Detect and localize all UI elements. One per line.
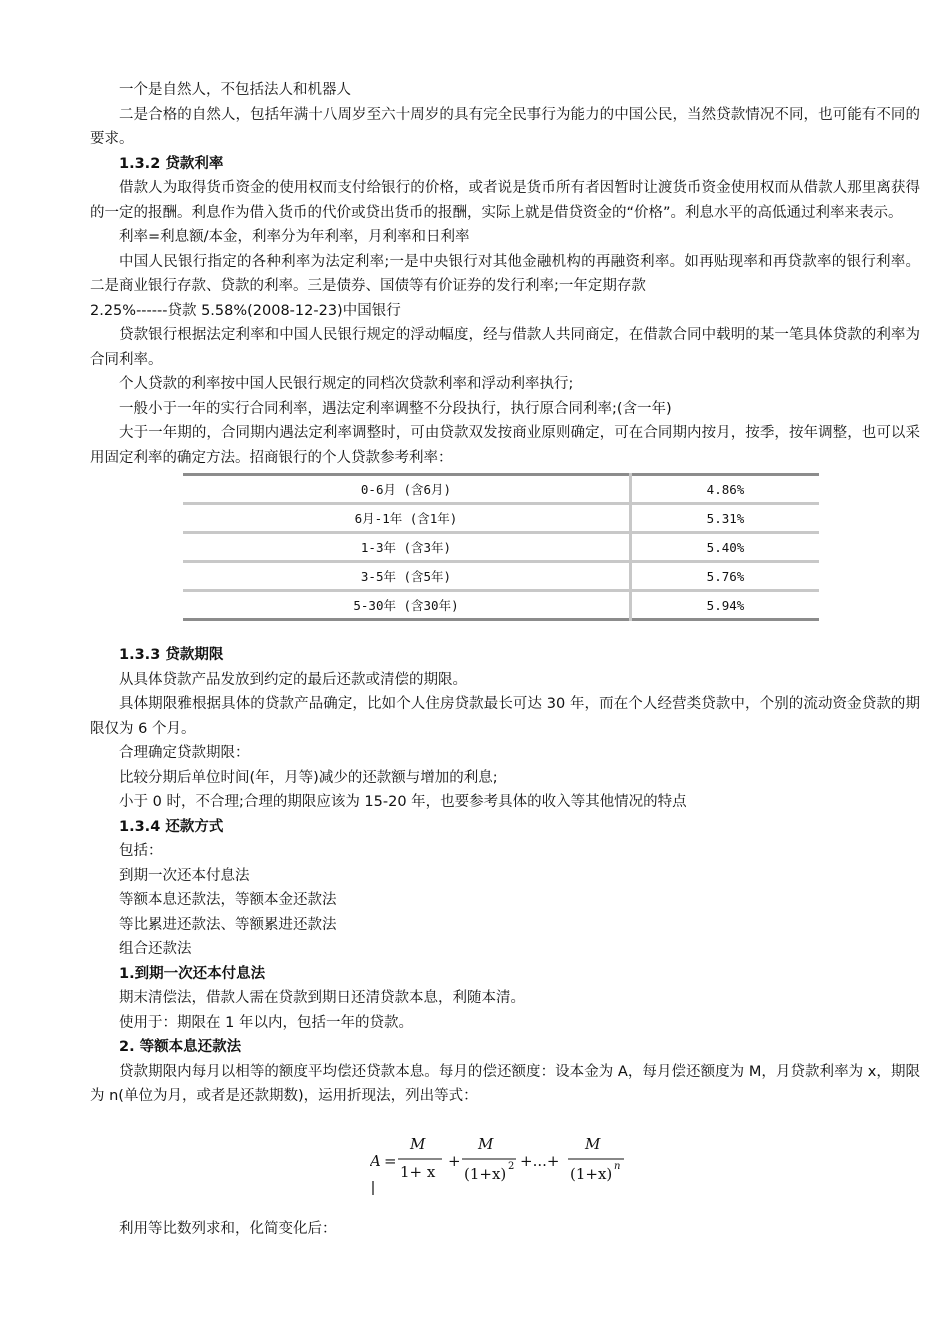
- formula-numerator: M: [478, 1134, 494, 1153]
- subheading-lump-sum: 1.到期一次还本付息法: [119, 965, 266, 982]
- paragraph: 一个是自然人，不包括法人和机器人: [119, 82, 351, 98]
- paragraph: 大于一年期的，合同期内遇法定利率调整时，可由贷款双发按商业原则确定，可在合同期内按月，按季，按年调整，也可以采用固定利率的确定方法。招商银行的个人贷款参考利率：: [90, 425, 920, 466]
- loan-rate-table: [183, 473, 819, 621]
- formula-exponent: n: [614, 1160, 621, 1172]
- section-heading-1-3-4: 1.3.4 还款方式: [119, 818, 224, 835]
- formula-ellipsis: +...+: [520, 1151, 560, 1170]
- term-cell: 3-5年 (含5年): [183, 562, 631, 591]
- paragraph: 借款人为取得货币资金的使用权而支付给银行的价格，或者说是货币所有者因暂时让渡货币资金使用权而从借款人那里离获得的一定的报酬。利息作为借入货币的代价或贷出货币的报酬，实际上就是借贷资金的“价格”。利息水平的高低通过利率来表示。: [90, 180, 920, 221]
- rate-cell: 5.31%: [631, 504, 820, 533]
- paragraph: 比较分期后单位时间(年，月等)减少的还款额与增加的利息;: [119, 769, 498, 786]
- document-page: [90, 78, 920, 1241]
- formula-numerator: M: [410, 1134, 426, 1153]
- formula-graphic: [370, 1129, 640, 1195]
- paragraph: 等比累进还款法、等额累进还款法: [119, 916, 337, 933]
- formula-denominator: 1+ x: [400, 1162, 436, 1181]
- paragraph: 从具体贷款产品发放到约定的最后还款或清偿的期限。: [119, 671, 467, 688]
- table-row: [183, 591, 819, 620]
- paragraph: 组合还款法: [119, 941, 192, 957]
- term-cell: 5-30年 (含30年): [183, 591, 631, 620]
- term-cell: 6月-1年 (含1年): [183, 504, 631, 533]
- rate-cell: 5.94%: [706, 597, 745, 613]
- paragraph: 利率=利息额/本金，利率分为年利率，月利率和日利率: [119, 229, 470, 245]
- paragraph: 等额本息还款法，等额本金还款法: [119, 892, 337, 908]
- paragraph: 利用等比数列求和，化简变化后：: [119, 1220, 337, 1237]
- rate-cell: 5.76%: [631, 562, 820, 591]
- paragraph: 期末清偿法，借款人需在贷款到期日还清贷款本息，利随本清。: [119, 990, 525, 1006]
- formula-denominator: (1+x): [464, 1164, 507, 1183]
- paragraph: 贷款期限内每月以相等的额度平均偿还贷款本息。每月的偿还额度：设本金为 A，每月偿还额度为 M，月贷款利率为 x，期限为 n(单位为月，或者是还款期数)，运用折现法，列出等式：: [90, 1063, 920, 1104]
- svg-text:+: +: [448, 1151, 461, 1170]
- paragraph: 使用于：期限在 1 年以内，包括一年的贷款。: [119, 1014, 413, 1031]
- paragraph: 包括：: [119, 843, 163, 859]
- formula-lhs: A: [370, 1151, 381, 1170]
- table-row: [183, 504, 819, 533]
- paragraph: 中国人民银行指定的各种利率为法定利率;一是中央银行对其他金融机构的再融资利率。如再贴现率和再贷款率的银行利率。二是商业银行存款、贷款的利率。三是债券、国债等有价证券的发行利率;一年定期存款: [90, 253, 920, 294]
- rate-cell: 5.40%: [631, 533, 820, 562]
- paragraph: 到期一次还本付息法: [119, 867, 250, 884]
- paragraph: 二是合格的自然人，包括年满十八周岁至六十周岁的具有完全民事行为能力的中国公民，当然贷款情况不同，也可能有不同的要求。: [90, 106, 920, 147]
- section-heading-1-3-2: 1.3.2 贷款利率: [119, 155, 224, 172]
- formula-exponent: 2: [508, 1160, 515, 1172]
- paragraph: 2.25%------贷款 5.58%(2008-12-23)中国银行: [90, 302, 401, 319]
- paragraph: 贷款银行根据法定利率和中国人民银行规定的浮动幅度，经与借款人共同商定，在借款合同中载明的某一笔具体贷款的利率为合同利率。: [90, 327, 920, 368]
- formula-denominator: (1+x): [570, 1164, 613, 1183]
- paragraph: 一般小于一年的实行合同利率，遇法定利率调整不分段执行，执行原合同利率;(含一年): [119, 400, 672, 417]
- section-heading-1-3-3: 1.3.3 贷款期限: [119, 647, 224, 663]
- term-cell: 0-6月 (含6月): [183, 475, 631, 504]
- formula-equals: =: [384, 1151, 397, 1170]
- paragraph: 小于 0 时，不合理;合理的期限应该为 15-20 年，也要参考具体的收入等其他情况的特点: [119, 794, 687, 810]
- table-row: [183, 475, 819, 504]
- term-cell: 1-3年 (含3年): [183, 533, 631, 562]
- table-row: [183, 533, 819, 562]
- formula-numerator: M: [585, 1134, 601, 1153]
- paragraph: 个人贷款的利率按中国人民银行规定的同档次贷款利率和浮动利率执行;: [119, 376, 574, 392]
- table-row: [183, 562, 819, 591]
- subheading-equal-installment: 2. 等额本息还款法: [119, 1039, 242, 1055]
- present-value-formula: [370, 1129, 920, 1195]
- paragraph: 具体期限雅根据具体的贷款产品确定，比如个人住房贷款最长可达 30 年，而在个人经营类贷款中，个别的流动资金贷款的期限仅为 6 个月。: [90, 696, 920, 737]
- paragraph: 合理确定贷款期限：: [119, 745, 250, 761]
- rate-cell: 4.86%: [631, 475, 820, 504]
